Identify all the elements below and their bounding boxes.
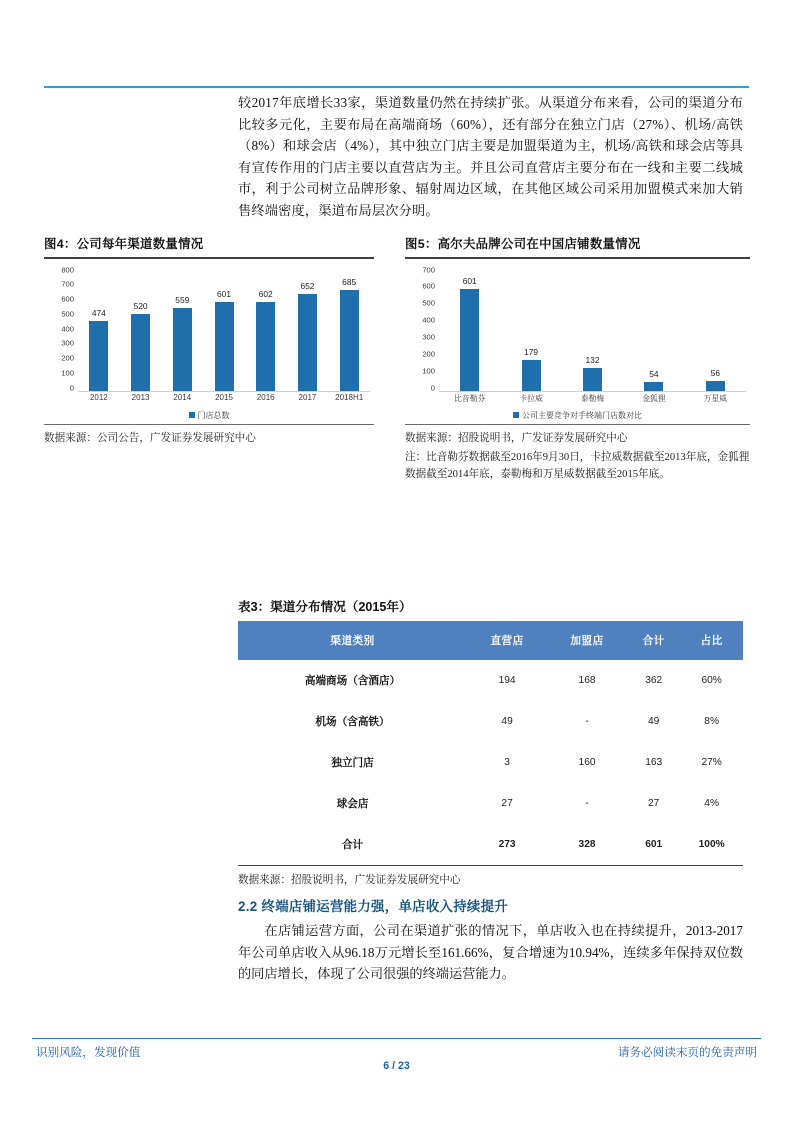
- table-row-header: 合计: [341, 840, 364, 851]
- figure-5-bars: [439, 273, 746, 391]
- bar-value-label: 652: [300, 281, 315, 292]
- bar-column: [439, 273, 500, 391]
- y-axis-tick: 800: [61, 265, 74, 275]
- table-cell: 49: [648, 716, 660, 727]
- figure-4-title: 图4：公司每年渠道数量情况: [44, 237, 204, 251]
- table-row: [238, 701, 743, 742]
- legend-swatch-icon: [189, 412, 195, 418]
- figure-4-legend-label: 门店总数: [197, 410, 230, 420]
- table-cell: 362: [645, 675, 663, 686]
- y-axis-tick: 400: [61, 324, 74, 334]
- figure-4-source: 数据来源：公司公告，广发证券发展研究中心: [44, 432, 256, 444]
- figure-4-body: [44, 259, 374, 447]
- bar-value-label: 132: [585, 355, 600, 366]
- bar-column: [500, 273, 561, 391]
- table-cell: 27: [648, 798, 660, 809]
- x-axis-tick: 2015: [215, 392, 233, 402]
- table-row: [238, 783, 743, 824]
- bar: [173, 308, 192, 390]
- figure-4-chart: [44, 259, 374, 424]
- table-cell: 163: [645, 757, 663, 768]
- figure-5-title: 图5：高尔夫品牌公司在中国店铺数量情况: [405, 237, 641, 251]
- legend-swatch-icon: [513, 412, 519, 418]
- bar-column: [120, 273, 162, 391]
- figure-5-note: 注：比音勒芬数据截至2016年9月30日，卡拉威数据截至2013年底，金狐狸数据截至2014年底，泰勒梅和万星威数据截至2015年底。: [405, 451, 750, 480]
- page-number: 6 / 23: [383, 1060, 410, 1072]
- y-axis-tick: 600: [61, 294, 74, 304]
- bar-value-label: 602: [258, 288, 273, 299]
- footer-disclaimer: 请务必阅读末页的免责声明: [617, 1046, 757, 1059]
- bar: [460, 289, 479, 390]
- bar-value-label: 601: [462, 276, 477, 287]
- intro-paragraph: 较2017年底增长33家，渠道数量仍然在持续扩张。从渠道分布来看，公司的渠道分布比较多元化，主要布局在高端商场（60%），还有部分在独立门店（27%）、机场/高铁（8%）和球会店（4%），其中独立门店主要是加盟渠道为主，机场/高铁和球会店等具有宣传作用的门店主要以直营店为主。并且公司直营店主要分布在一线和主要二线城市，利于公司树立品牌形象、辐射周边区域，在其他区域公司采用加盟模式来加大销售终端密度，渠道布局层次分明。: [238, 95, 743, 218]
- bar-value-label: 474: [91, 307, 106, 318]
- footer-slogan: 识别风险，发现价值: [36, 1046, 141, 1059]
- x-axis-tick: 泰勒梅: [580, 393, 605, 403]
- table-3-grid: [238, 621, 743, 865]
- table-row-header: 球会店: [336, 799, 369, 810]
- table-cell: 4%: [704, 798, 720, 809]
- y-axis-tick: 600: [422, 281, 435, 291]
- table-3-title: 表3：渠道分布情况（2015年）: [238, 600, 412, 614]
- figure-4-plot: [78, 273, 370, 392]
- y-axis-tick: 500: [422, 298, 435, 308]
- bar-value-label: 179: [524, 347, 539, 358]
- table-cell: 27%: [701, 757, 722, 768]
- table-cell: 194: [498, 675, 516, 686]
- table-cell: 601: [645, 839, 663, 850]
- y-axis-tick: 400: [422, 315, 435, 325]
- figure-5-y-axis: [405, 267, 435, 391]
- table-column-header: 合计: [627, 621, 680, 660]
- x-axis-tick: 卡拉威: [519, 393, 543, 403]
- figure-4-legend: [44, 410, 374, 421]
- table-column-header: 直营店: [467, 621, 547, 660]
- table-cell: 100%: [698, 839, 725, 850]
- table-3: [238, 596, 743, 887]
- table-row: [238, 660, 743, 701]
- table-row-header: 独立门店: [331, 758, 374, 769]
- figure-5: [405, 234, 750, 483]
- figure-5-legend: [405, 410, 750, 421]
- y-axis-tick: 500: [61, 309, 74, 319]
- bar-value-label: 56: [710, 368, 720, 379]
- bar: [340, 290, 359, 391]
- bar: [522, 360, 541, 390]
- table-cell: 160: [578, 757, 596, 768]
- y-axis-tick: 0: [430, 383, 435, 393]
- table-cell: -: [585, 798, 589, 809]
- y-axis-tick: 0: [69, 383, 74, 393]
- table-row: [238, 824, 743, 865]
- figure-5-plot: [439, 273, 746, 392]
- table-header-row: [238, 621, 743, 660]
- section-2-2-heading: 2.2 终端店铺运营能力强，单店收入持续提升: [238, 899, 508, 914]
- bar: [89, 321, 108, 391]
- x-axis-tick: 2018H1: [335, 392, 364, 402]
- bar-value-label: 54: [649, 368, 659, 379]
- table-column-header: 加盟店: [547, 621, 627, 660]
- table-row: [238, 742, 743, 783]
- x-axis-tick: 2013: [131, 392, 150, 402]
- bar-value-label: 601: [217, 288, 232, 299]
- figure-4: [44, 234, 374, 447]
- bar-value-label: 559: [175, 295, 190, 306]
- bar-column: [562, 273, 623, 391]
- table-column-header: 渠道类别: [238, 621, 467, 660]
- figure-4-y-axis: [44, 267, 74, 391]
- x-axis-tick: 2017: [298, 392, 317, 402]
- table-cell: 49: [501, 716, 513, 727]
- table-column-header: 占比: [680, 621, 743, 660]
- y-axis-tick: 700: [61, 279, 74, 289]
- y-axis-tick: 700: [422, 265, 435, 275]
- table-cell: 328: [578, 839, 596, 850]
- bar-column: [245, 273, 287, 391]
- table-cell: 273: [498, 839, 516, 850]
- x-axis-tick: 万星威: [703, 393, 728, 403]
- figure-5-chart: [405, 259, 750, 424]
- table-cell: -: [585, 716, 589, 727]
- bar-column: [78, 273, 120, 391]
- table-cell: 27: [501, 798, 513, 809]
- bar-column: [328, 273, 370, 391]
- table-cell: 3: [504, 757, 510, 768]
- x-axis-tick: 2014: [173, 392, 192, 402]
- bar: [644, 382, 663, 391]
- figure-5-body: [405, 259, 750, 483]
- table-3-head: [238, 621, 743, 660]
- y-axis-tick: 100: [61, 368, 74, 378]
- x-axis-tick: 2012: [89, 392, 108, 402]
- bar-column: [203, 273, 245, 391]
- bar: [215, 302, 234, 391]
- table-3-source: 数据来源：招股说明书，广发证券发展研究中心: [238, 875, 461, 887]
- footer-divider: [32, 1038, 761, 1039]
- y-axis-tick: 200: [422, 349, 435, 359]
- table-cell: 8%: [704, 716, 720, 727]
- bar-column: [287, 273, 329, 391]
- x-axis-tick: 2016: [256, 392, 275, 402]
- bar: [256, 302, 275, 391]
- x-axis-tick: 比音勒芬: [454, 393, 486, 403]
- bar-column: [623, 273, 684, 391]
- y-axis-tick: 200: [61, 353, 74, 363]
- table-row-header: 高端商场（含酒店）: [304, 676, 401, 687]
- section-2-2-paragraph: 在店铺运营方面，公司在渠道扩张的情况下，单店收入也在持续提升，2013-2017年公司单店收入从96.18万元增长至161.66%，复合增速为10.94%，连续多年保持双位数的同店增长，体现了公司很强的终端运营能力。: [238, 923, 743, 981]
- y-axis-tick: 100: [422, 366, 435, 376]
- x-axis-tick: 金狐狸: [642, 393, 666, 403]
- bar-value-label: 685: [342, 276, 357, 287]
- y-axis-tick: 300: [61, 338, 74, 348]
- y-axis-tick: 300: [422, 332, 435, 342]
- bar: [131, 314, 150, 391]
- figure-5-x-axis: [439, 393, 746, 407]
- figure-4-x-axis: [78, 393, 370, 407]
- table-cell: 168: [578, 675, 596, 686]
- bar-value-label: 520: [133, 300, 148, 311]
- table-cell: 60%: [701, 675, 722, 686]
- figure-4-bars: [78, 273, 370, 391]
- figure-5-legend-label: 公司主要竞争对手终端门店数对比: [522, 410, 642, 420]
- table-3-body: [238, 660, 743, 865]
- bar-column: [161, 273, 203, 391]
- figure-5-source: 数据来源：招股说明书，广发证券发展研究中心: [405, 432, 628, 444]
- bar-column: [685, 273, 746, 391]
- top-divider: [44, 86, 749, 88]
- table-row-header: 机场（含高铁）: [315, 717, 390, 728]
- bar: [706, 381, 725, 390]
- bar: [583, 368, 602, 390]
- bar: [298, 294, 317, 390]
